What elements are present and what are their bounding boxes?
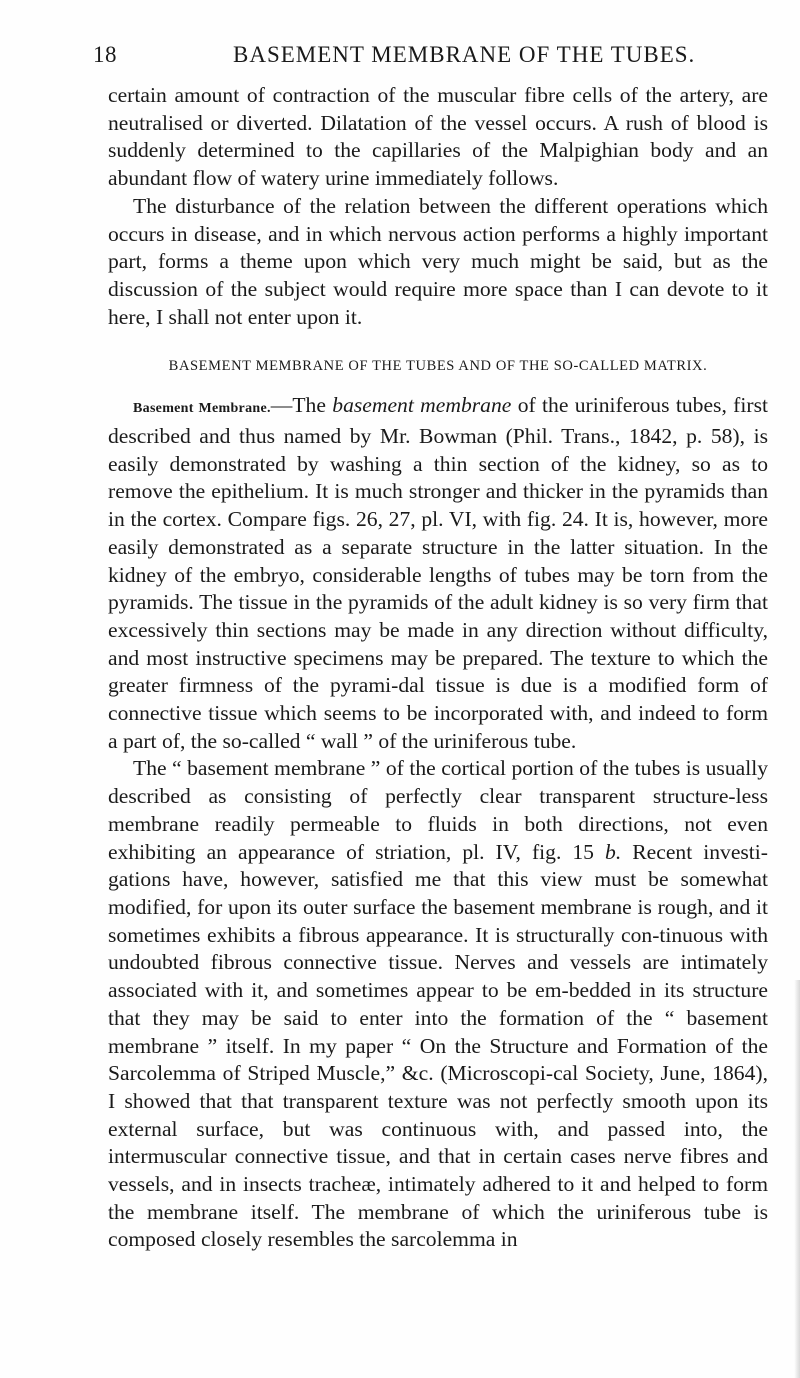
italic-term: basement membrane xyxy=(332,393,512,418)
paragraph-text: of the uriniferous tubes, first described and thus named by Mr. Bowman (Phil. Trans., 1842, p. 58), is easily demonstrated by washing a thin section of the kidney, so as to remove the epithelium. It is much stronger and thicker in the pyramids than in the cortex. Compare figs. 26, 27, pl. VI, with fig. 24. It is, however, more easily demonstrated as a separate structure in the latter situation. In the kidney of the embryo, considerable lengths of tubes may be torn from the pyramids. The tissue in the pyramids of the adult kidney is so very firm that excessively thin sections may be made in any direction without difficulty, and most instructive specimens may be prepared. The texture to which the greater firmness of the pyrami-dal tissue is due is a modified form of connective tissue which seems to be incorporated with, and indeed to form a part of, the so-called “ wall ” of the uriniferous tube. xyxy=(108,393,768,753)
running-head xyxy=(93,42,765,78)
paragraph-disturbance: The disturbance of the relation between the different operations which occurs in disease, and in which nervous action performs a highly important part, forms a theme upon which very much might be said, but as the discussion of the subject would require more space than I can devote to it here, I shall not enter upon it. xyxy=(108,193,768,329)
running-title: BASEMENT MEMBRANE OF THE TUBES. xyxy=(233,42,696,67)
page-edge-shadow xyxy=(794,980,800,1378)
figure-letter: b. xyxy=(605,839,622,864)
paragraph-basement-membrane xyxy=(108,392,768,755)
paragraph-continued: certain amount of contraction of the muscular fibre cells of the artery, are neutralised or diverted. Dilatation of the vessel occurs. A rush of blood is suddenly determined to the capillaries of the Malpighian body and an abundant flow of watery urine immediately follows. xyxy=(108,83,768,191)
paragraph-dash: —The xyxy=(270,393,333,418)
paragraph-cortical-portion xyxy=(108,755,768,1254)
paragraph-text-before: The “ basement membrane ” of the cortical portion of the tubes is usually described as consisting of perfectly clear transparent structure-less membrane readily permeable to fluids in both directions, not even exhibiting an appearance of striation, pl. IV, fig. 15 xyxy=(108,756,768,864)
section-heading: BASEMENT MEMBRANE OF THE TUBES AND OF THE SO-CALLED MATRIX. xyxy=(168,358,708,375)
side-heading: Basement Membrane. xyxy=(133,401,271,417)
page-number: 18 xyxy=(93,42,117,67)
body-text xyxy=(108,82,768,1254)
paragraph-text-after: Recent investi-gations have, however, satisfied me that this view must be somewhat modified, for upon its outer surface the basement membrane is rough, and it sometimes exhibits a fibrous appearance. It is structurally con-tinuous with undoubted fibrous connective tissue. Nerves and vessels are intimately associated with it, and sometimes appear to be em-bedded in its structure that they may be said to enter into the formation of the “ basement membrane ” itself. In my paper “ On the Structure and Formation of the Sarcolemma of Striped Muscle,” &c. (Microscopi-cal Society, June, 1864), I showed that that transparent texture was not perfectly smooth upon its external surface, but was continuous with, and passed into, the intermuscular connective tissue, and that in certain cases nerve fibres and vessels, and in insects tracheæ, intimately adhered to it and helped to form the membrane itself. The membrane of which the uriniferous tube is composed closely resembles the sarcolemma in xyxy=(108,839,768,1252)
